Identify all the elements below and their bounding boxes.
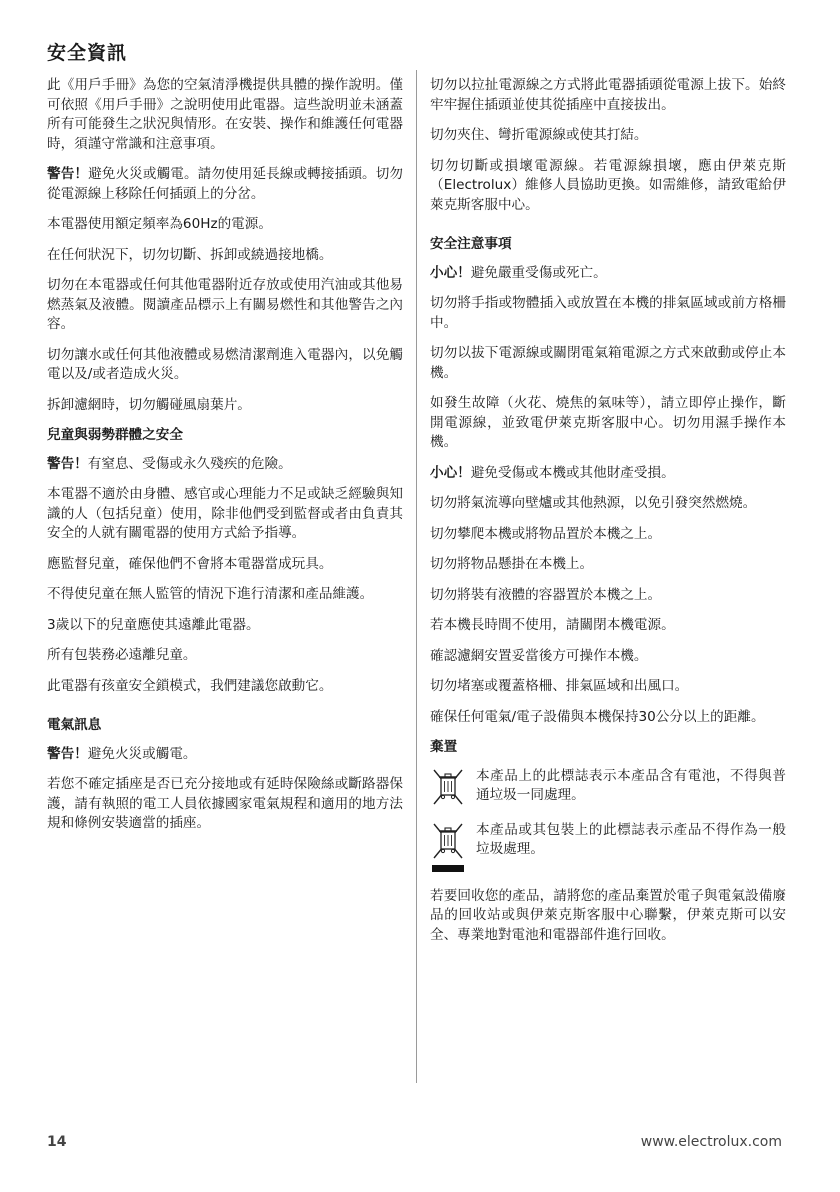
start-stop-paragraph: 切勿以拔下電源線或關閉電氣箱電源之方式來啟動或停止本機。	[430, 345, 786, 381]
distance-paragraph: 確保任何電氣/電子設備與本機保持30公分以上的距離。	[430, 708, 765, 725]
warning-fire-shock: 警告！避免火災或觸電。	[47, 745, 197, 762]
section-heading-electrical: 電氣訊息	[47, 717, 102, 733]
supervise-paragraph: 應監督兒童，確保他們不會將本電器當成玩具。	[47, 555, 333, 572]
pull-cord-paragraph: 切勿以拉扯電源線之方式將此電器插頭從電源上拔下。始終牢牢握住插頭並使其從插座中直接拔出。	[430, 77, 786, 113]
left-column	[47, 76, 403, 845]
ground-paragraph: 在任何狀況下，切勿切斷、拆卸或繞過接地橋。	[47, 246, 333, 263]
flammable-paragraph: 切勿在本電器或任何其他電器附近存放或使用汽油或其他易燃蒸氣及液體。閱讀產品標示上有關易燃性和其他警告之內容。	[47, 277, 403, 332]
warning-fire-extension: 警告！避免火災或觸電。請勿使用延長線或轉接插頭。切勿從電源線上移除任何插頭上的分岔。	[47, 166, 404, 202]
disposal-battery-row	[430, 767, 786, 807]
damaged-cord-paragraph: 切勿切斷或損壞電源線。若電源線損壞，應由伊萊克斯（Electrolux）維修人員協助更換。如需維修，請致電給伊萊克斯客服中心。	[430, 157, 786, 213]
section-heading-precautions: 安全注意事項	[430, 236, 512, 252]
column-divider	[416, 70, 417, 1083]
disposal-weee-text: 本產品或其包裝上的此標誌表示產品不得作為一般垃圾處理。	[476, 821, 786, 857]
age-paragraph: 3歲以下的兒童應使其遠離此電器。	[47, 616, 260, 633]
disposal-weee-row	[430, 821, 786, 873]
filter-paragraph: 確認濾網安置妥當後方可操作本機。	[430, 647, 648, 664]
right-column	[430, 76, 786, 956]
unused-paragraph: 若本機長時間不使用，請關閉本機電源。	[430, 617, 675, 633]
socket-paragraph: 若您不確定插座是否已充分接地或有延時保險絲或斷路器保護，請有執照的電工人員依據國家電氣規程和適用的地方法規和條例安裝適當的插座。	[47, 776, 403, 831]
section-heading-disposal: 棄置	[430, 739, 458, 755]
crossed-bin-battery-icon	[430, 767, 466, 807]
intro-paragraph: 此《用戶手冊》為您的空氣清淨機提供具體的操作說明。僅可依照《用戶手冊》之說明使用此電器。這些說明並未涵蓋所有可能發生之狀況與情形。在安裝、操作和維護任何電器時，須謹守常識和注意事項。	[47, 77, 403, 152]
crossed-bin-weee-icon	[430, 821, 466, 873]
frequency-paragraph: 本電器使用額定頻率為60Hz的電源。	[47, 216, 272, 232]
block-paragraph: 切勿堵塞或覆蓋格柵、排氣區域和出風口。	[430, 678, 689, 694]
fault-paragraph: 如發生故障（火花、燒焦的氣味等），請立即停止操作，斷開電源線，並致電伊萊克斯客服中心。切勿用濕手操作本機。	[430, 395, 786, 450]
packaging-paragraph: 所有包裝務必遠離兒童。	[47, 647, 197, 663]
warning-label: 警告！	[47, 166, 89, 182]
climb-paragraph: 切勿攀爬本機或將物品置於本機之上。	[430, 525, 662, 542]
caution-label: 小心！	[430, 264, 471, 281]
caution-label: 小心！	[430, 464, 471, 481]
recycle-paragraph: 若要回收您的產品，請將您的產品棄置於電子與電氣設備廢品的回收站或與伊萊克斯客服中心聯繫，伊萊克斯可以安全、專業地對電池和電器部件進行回收。	[430, 887, 786, 943]
liquid-container-paragraph: 切勿將裝有液體的容器置於本機之上。	[430, 586, 662, 603]
cleaning-paragraph: 不得使兒童在無人監管的情況下進行清潔和產品維護。	[47, 586, 374, 602]
disposal-battery-text: 本產品上的此標誌表示本產品含有電池，不得與普通垃圾一同處理。	[476, 767, 786, 803]
hang-paragraph: 切勿將物品懸掛在本機上。	[430, 556, 594, 572]
airflow-paragraph: 切勿將氣流導向壁爐或其他熱源，以免引發突然燃燒。	[430, 495, 757, 511]
fingers-paragraph: 切勿將手指或物體插入或放置在本機的排氣區域或前方格柵中。	[430, 295, 786, 331]
water-paragraph: 切勿讓水或任何其他液體或易燃清潔劑進入電器內，以免觸電以及/或者造成火災。	[47, 346, 403, 382]
page-title: 安全資訊	[47, 42, 128, 64]
page-number: 14	[47, 1134, 67, 1150]
section-heading-children: 兒童與弱勢群體之安全	[47, 427, 183, 443]
footer-url: www.electrolux.com	[640, 1134, 782, 1150]
ability-paragraph: 本電器不適於由身體、感官或心理能力不足或缺乏經驗與知識的人（包括兒童）使用，除非他們受到監督或者由負責其安全的人就有關電器的使用方式給予指導。	[47, 486, 403, 541]
caution-serious-injury: 小心！避免嚴重受傷或死亡。	[430, 264, 607, 281]
warning-label: 警告！	[47, 455, 88, 472]
caution-property-damage: 小心！避免受傷或本機或其他財產受損。	[430, 464, 675, 481]
warning-label: 警告！	[47, 745, 88, 762]
warning-suffocation: 警告！有窒息、受傷或永久殘疾的危險。	[47, 455, 292, 472]
fan-blade-paragraph: 拆卸濾網時，切勿觸碰風扇葉片。	[47, 396, 251, 413]
child-lock-paragraph: 此電器有孩童安全鎖模式，我們建議您啟動它。	[47, 677, 333, 694]
pinch-cord-paragraph: 切勿夾住、彎折電源線或使其打結。	[430, 127, 648, 143]
